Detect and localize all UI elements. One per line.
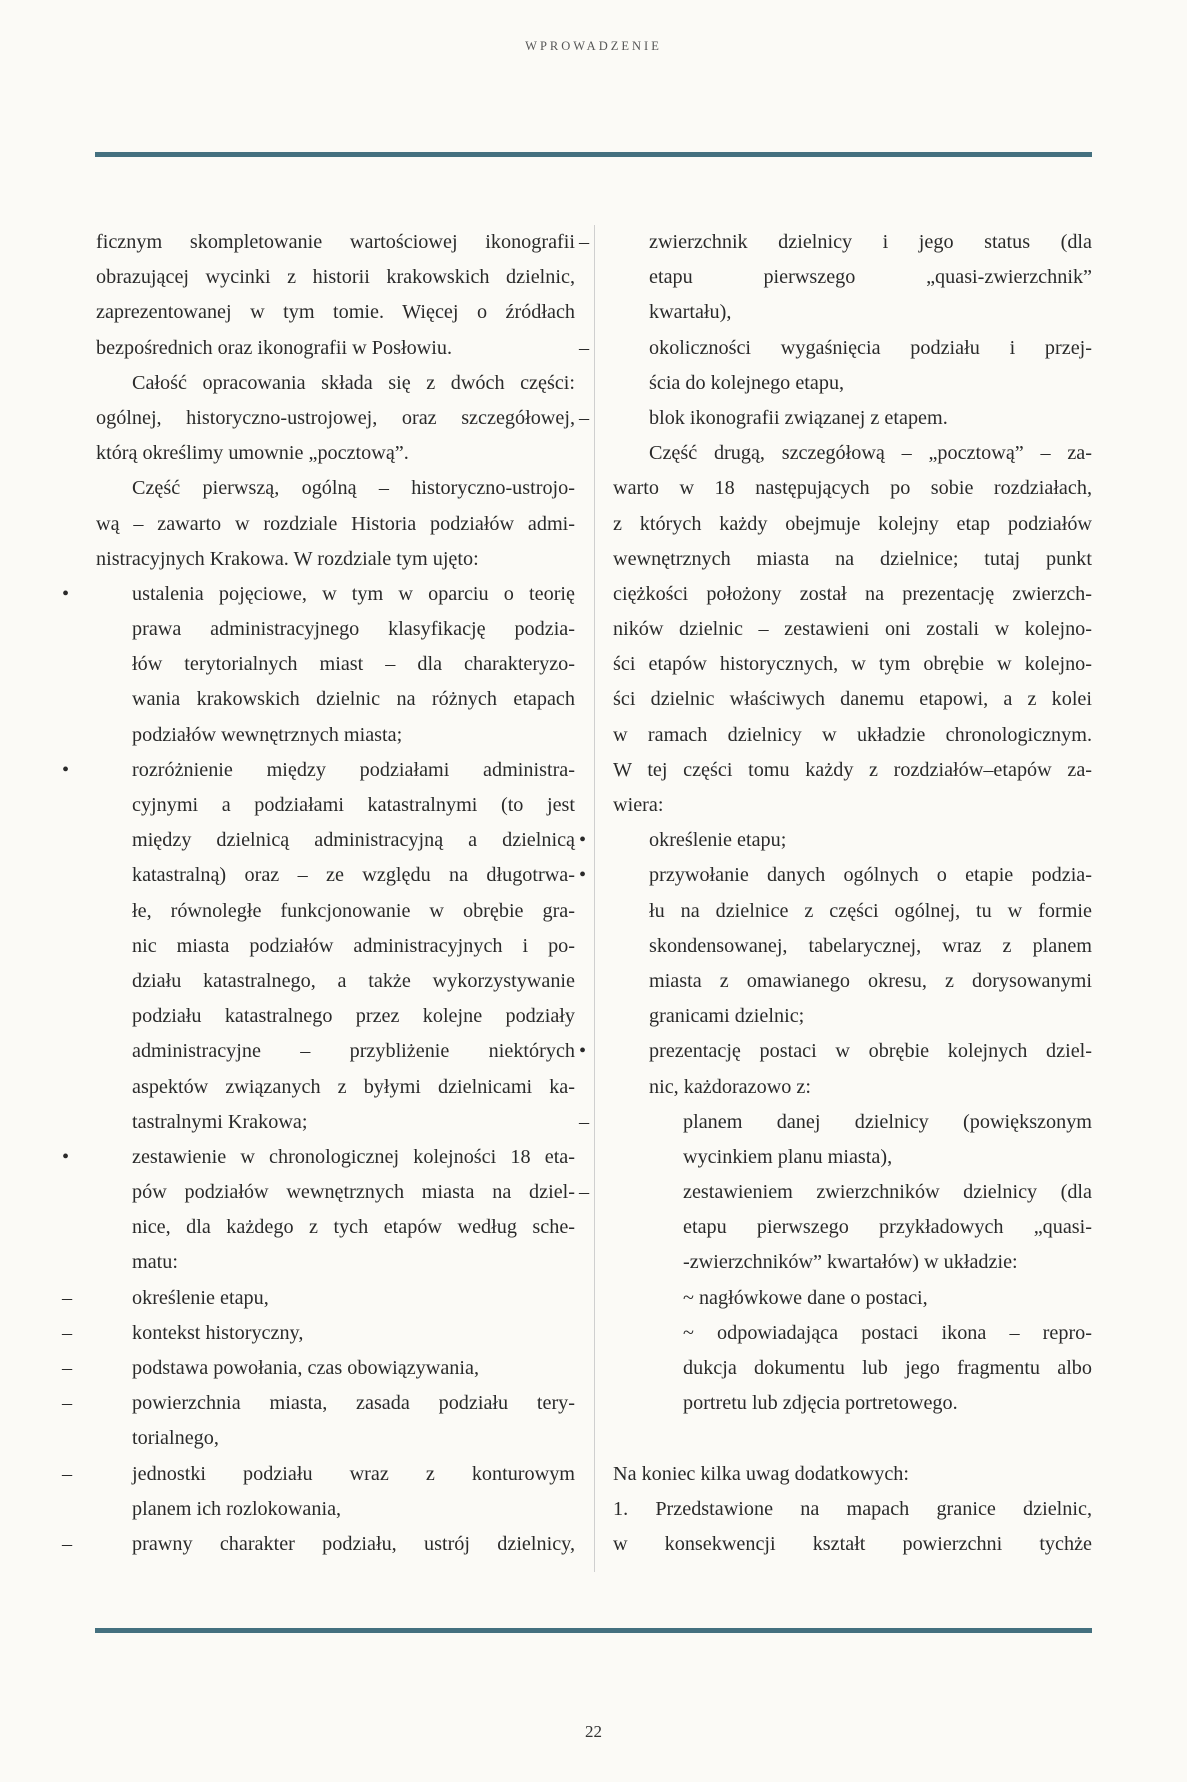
text-line xyxy=(613,1281,1092,1316)
line-text: pów podziałów wewnętrznych miasta na dziel- xyxy=(132,1181,575,1204)
text-line xyxy=(613,1070,1092,1105)
line-text: między dzielnicą administracyjną a dzielnicą xyxy=(132,829,575,852)
text-line xyxy=(613,647,1092,682)
line-text: wiera: xyxy=(613,794,664,816)
text-line xyxy=(96,647,575,682)
line-text: matu: xyxy=(132,1251,178,1274)
dash-marker: – xyxy=(62,1357,73,1379)
line-text: ~ nagłówkowe dane o postaci, xyxy=(683,1286,928,1309)
text-line xyxy=(96,436,575,471)
line-text: Część drugą, szczegółową – „pocztową” – za- xyxy=(649,442,1092,465)
line-text: określenie etapu; xyxy=(649,829,787,852)
text-line xyxy=(96,1105,575,1140)
text-line xyxy=(62,1351,575,1386)
line-text: wycinkiem planu miasta), xyxy=(683,1145,893,1168)
text-line xyxy=(613,894,1092,929)
text-line xyxy=(613,577,1092,612)
bullet-marker: • xyxy=(62,582,70,605)
line-text: zaprezentowanej w tym tomie. Więcej o źródłach xyxy=(96,301,575,324)
text-line xyxy=(613,1386,1092,1421)
text-line xyxy=(613,507,1092,542)
line-text: w konsekwencji kształt powierzchni tychże xyxy=(613,1532,1092,1555)
text-line xyxy=(613,366,1092,401)
line-text: torialnego, xyxy=(132,1427,219,1450)
text-line xyxy=(96,718,575,753)
text-line xyxy=(96,964,575,999)
bullet-marker: • xyxy=(579,1040,587,1063)
line-text: rozróżnienie między podziałami administra- xyxy=(132,758,575,781)
bullet-marker: • xyxy=(579,864,587,887)
line-text: etapu pierwszego przykładowych „quasi- xyxy=(683,1216,1092,1239)
line-text: ścia do kolejnego etapu, xyxy=(649,371,845,394)
dash-marker: – xyxy=(579,336,590,359)
line-text: Całość opracowania składa się z dwóch części: xyxy=(132,371,575,394)
text-line xyxy=(613,1527,1092,1562)
line-text: granicami dzielnic; xyxy=(649,1005,805,1028)
bullet-marker: • xyxy=(62,758,70,781)
line-text: miasta z omawianego okresu, z dorysowanymi xyxy=(649,969,1092,992)
text-line xyxy=(613,295,1092,330)
text-line xyxy=(613,1245,1092,1280)
text-line xyxy=(96,225,575,260)
dash-marker: – xyxy=(62,1392,73,1415)
text-line xyxy=(96,823,575,858)
line-text: kontekst historyczny, xyxy=(132,1321,304,1344)
dash-marker: – xyxy=(579,1110,590,1133)
text-line xyxy=(62,1527,575,1562)
text-line xyxy=(613,260,1092,295)
line-text: ciężkości położony został na prezentację zwierzch- xyxy=(613,582,1092,605)
text-line xyxy=(613,788,1092,823)
text-line xyxy=(613,1351,1092,1386)
text-line xyxy=(613,1210,1092,1245)
bullet-marker: • xyxy=(62,1145,70,1168)
text-line xyxy=(96,1034,575,1069)
text-line xyxy=(579,1105,1092,1140)
line-text: 1. Przedstawione na mapach granice dzielnic, xyxy=(613,1497,1092,1520)
line-text: łe, równoległe funkcjonowanie w obrębie gra- xyxy=(132,899,575,922)
line-text: nistracyjnych Krakowa. W rozdziale tym ujęto: xyxy=(96,547,479,570)
text-line xyxy=(613,999,1092,1034)
line-text: ficznym skompletowanie wartościowej ikonografii xyxy=(96,231,575,253)
right-column xyxy=(579,225,1092,1562)
text-line xyxy=(96,331,575,366)
dash-marker: – xyxy=(62,1286,73,1309)
text-line xyxy=(613,753,1092,788)
line-text: nic miasta podziałów administracyjnych i po- xyxy=(132,934,575,957)
text-line xyxy=(579,331,1092,366)
dash-marker: – xyxy=(579,1181,590,1204)
text-line xyxy=(613,964,1092,999)
text-line xyxy=(613,612,1092,647)
line-text: portretu lub zdjęcia portretowego. xyxy=(683,1392,958,1415)
line-text: ników dzielnic – zestawieni oni zostali w kolejno- xyxy=(613,618,1092,641)
page-number: 22 xyxy=(585,1722,602,1741)
line-text: katastralną) oraz – ze względu na długotrwa- xyxy=(132,864,575,887)
line-text: aspektów związanych z byłymi dzielnicami ka- xyxy=(132,1075,575,1098)
bullet-marker: • xyxy=(579,829,587,852)
text-line xyxy=(96,366,575,401)
line-text: określenie etapu, xyxy=(132,1286,269,1309)
dash-marker: – xyxy=(62,1532,73,1555)
text-line xyxy=(62,1140,575,1175)
line-text: skondensowanej, tabelarycznej, wraz z planem xyxy=(649,934,1092,957)
line-text: ~ odpowiadająca postaci ikona – repro- xyxy=(683,1321,1092,1344)
line-text: podziałów wewnętrznych miasta; xyxy=(132,723,403,746)
line-text: blok ikonografii związanej z etapem. xyxy=(649,406,948,429)
text-line xyxy=(96,1070,575,1105)
line-text: okoliczności wygaśnięcia podziału i przej- xyxy=(649,336,1092,359)
column-divider xyxy=(594,225,595,1572)
line-text: nic, każdorazowo z: xyxy=(649,1075,811,1098)
line-text: zwierzchnik dzielnicy i jego status (dla xyxy=(649,231,1092,253)
line-text: zestawieniem zwierzchników dzielnicy (dla xyxy=(683,1181,1092,1204)
text-line xyxy=(96,929,575,964)
dash-marker: – xyxy=(62,1321,73,1344)
text-line xyxy=(62,1281,575,1316)
line-text: planem danej dzielnicy (powiększonym xyxy=(683,1110,1092,1133)
line-text: z których każdy obejmuje kolejny etap podziałów xyxy=(613,512,1092,535)
running-head: WPROWADZENIE xyxy=(525,39,662,53)
line-text: ści etapów historycznych, w tym obrębie w kolejno- xyxy=(613,653,1092,676)
text-line xyxy=(96,295,575,330)
text-line xyxy=(613,1140,1092,1175)
text-line xyxy=(579,401,1092,436)
text-line xyxy=(613,929,1092,964)
text-line xyxy=(613,1457,1092,1492)
line-text: obrazującej wycinki z historii krakowskich dzielnic, xyxy=(96,266,575,289)
line-text: Część pierwszą, ogólną – historyczno-ustrojo- xyxy=(132,477,575,500)
line-text: tastralnymi Krakowa; xyxy=(132,1110,308,1133)
text-line xyxy=(96,1245,575,1280)
text-line xyxy=(96,542,575,577)
line-text: dukcja dokumentu lub jego fragmentu albo xyxy=(683,1357,1092,1379)
text-line xyxy=(579,1034,1092,1069)
line-text: cyjnymi a podziałami katastralnymi (to jest xyxy=(132,794,575,816)
text-line xyxy=(613,718,1092,753)
dash-marker: – xyxy=(579,406,590,429)
line-text: podziału katastralnego przez kolejne podziały xyxy=(132,1005,575,1028)
text-line xyxy=(579,823,1092,858)
line-text: powierzchnia miasta, zasada podziału tery- xyxy=(132,1392,575,1415)
line-text: łu na dzielnice z części ogólnej, tu w formie xyxy=(649,899,1092,922)
left-column xyxy=(62,225,575,1562)
line-text: zestawienie w chronologicznej kolejności 18 eta- xyxy=(132,1145,575,1168)
line-text: prezentację postaci w obrębie kolejnych dziel- xyxy=(649,1040,1092,1063)
text-line xyxy=(96,471,575,506)
line-text: -zwierzchników” kwartałów) w układzie: xyxy=(683,1251,1018,1274)
text-line xyxy=(579,1175,1092,1210)
text-line xyxy=(62,753,575,788)
line-text: podstawa powołania, czas obowiązywania, xyxy=(132,1357,479,1379)
line-text: wewnętrznych miasta na dzielnice; tutaj punkt xyxy=(613,547,1092,570)
text-line xyxy=(96,999,575,1034)
text-line xyxy=(62,1386,575,1421)
line-text: ści dzielnic właściwych danemu etapowi, a z kolei xyxy=(613,688,1092,711)
text-line xyxy=(613,436,1092,471)
text-line xyxy=(62,1316,575,1351)
line-text: bezpośrednich oraz ikonografii w Posłowiu. xyxy=(96,336,453,359)
text-line xyxy=(579,858,1092,893)
line-text: którą określimy umownie „pocztową”. xyxy=(96,442,409,465)
text-line xyxy=(96,894,575,929)
text-line xyxy=(96,788,575,823)
text-line xyxy=(96,260,575,295)
dash-marker: – xyxy=(579,231,590,253)
line-text: wania krakowskich dzielnic na różnych etapach xyxy=(132,688,575,711)
text-line xyxy=(613,682,1092,717)
text-line xyxy=(62,577,575,612)
line-text: kwartału), xyxy=(649,301,732,324)
text-line xyxy=(96,401,575,436)
text-line xyxy=(96,612,575,647)
line-text: wą – zawarto w rozdziale Historia podziałów admi- xyxy=(96,512,575,535)
text-line xyxy=(96,507,575,542)
line-text: etapu pierwszego „quasi-zwierzchnik” xyxy=(649,266,1092,289)
text-line xyxy=(62,1457,575,1492)
text-line xyxy=(613,471,1092,506)
line-text: prawa administracyjnego klasyfikację podzia- xyxy=(132,618,575,641)
text-line xyxy=(579,225,1092,260)
text-line xyxy=(96,1175,575,1210)
line-text: jednostki podziału wraz z konturowym xyxy=(132,1462,575,1485)
line-text: planem ich rozlokowania, xyxy=(132,1497,342,1520)
line-text: nice, dla każdego z tych etapów według sche- xyxy=(132,1216,575,1239)
text-line xyxy=(96,1421,575,1456)
text-line xyxy=(96,1492,575,1527)
text-line xyxy=(96,1210,575,1245)
text-line xyxy=(96,858,575,893)
line-text: ustalenia pojęciowe, w tym w oparciu o teorię xyxy=(132,582,575,605)
text-line xyxy=(613,1421,1092,1456)
header-rule xyxy=(95,152,1092,157)
line-text: administracyjne – przybliżenie niektórych xyxy=(132,1040,575,1063)
line-text: W tej części tomu każdy z rozdziałów–etapów za- xyxy=(613,758,1092,781)
text-line xyxy=(96,682,575,717)
line-text: działu katastralnego, a także wykorzystywanie xyxy=(132,969,575,992)
line-text: warto w 18 następujących po sobie rozdziałach, xyxy=(613,477,1092,500)
text-line xyxy=(613,542,1092,577)
text-line xyxy=(613,1316,1092,1351)
line-text: ogólnej, historyczno-ustrojowej, oraz szczegółowej, xyxy=(96,406,575,429)
line-text: w ramach dzielnicy w układzie chronologicznym. xyxy=(613,723,1092,746)
line-text: łów terytorialnych miast – dla charakteryzo- xyxy=(132,653,575,676)
text-line xyxy=(613,1492,1092,1527)
line-text: Na koniec kilka uwag dodatkowych: xyxy=(613,1462,910,1485)
dash-marker: – xyxy=(62,1462,73,1485)
line-text: prawny charakter podziału, ustrój dzielnicy, xyxy=(132,1532,575,1555)
line-text: przywołanie danych ogólnych o etapie podzia- xyxy=(649,864,1092,887)
footer-rule xyxy=(95,1628,1092,1633)
